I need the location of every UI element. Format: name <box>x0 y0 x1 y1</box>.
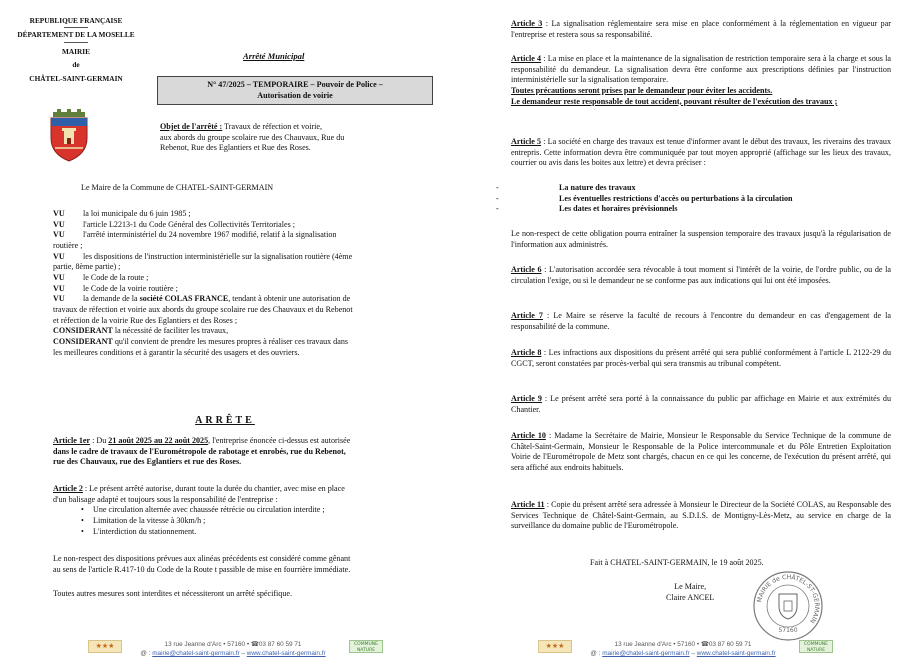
footer-separator: – <box>239 650 247 658</box>
arrete-heading <box>0 414 450 427</box>
vu-text: les dispositions de l'instruction interministérielle sur la signalisation routière (4ème <box>83 251 353 261</box>
article-9 <box>511 394 891 415</box>
letterhead-divider <box>64 42 88 43</box>
dash-mark: - <box>496 204 499 214</box>
list-item: • L'interdiction du stationnement. <box>81 526 197 536</box>
vu-key: VU <box>53 251 65 261</box>
article-10-text: : Madame la Secrétaire de Mairie, Monsieur le Responsable du Service Technique de la commune de Châtel-Saint-Germain, Monsieur le Responsable de la Police intercommunale et du Pôle Entretien Exploitation Voirie de l'Eurométropole de Metz sont chargés, chacun en ce qui les concerne, de l'exécution du présent arrêté, qui sera affiché aux endroits habituels. <box>511 431 891 473</box>
footer-label-logo: ★★★ <box>538 640 572 653</box>
article-6-text: : L'autorisation accordée sera révocable à tout moment si l'intérêt de la voirie, de l'ordre public, ou de la circulation l'exige, ou si le demandeur ne se conforme pas aux indications qui lui ont été imposées. <box>511 265 891 285</box>
objet-label: Objet de l'arrêté : <box>160 122 223 131</box>
footer-label-logo: ★★★ <box>88 640 122 653</box>
fait-a-line: Fait à CHATEL-SAINT-GERMAIN, le 19 août 2025. <box>590 558 764 567</box>
considerant-end: les meilleures conditions et à garantir la sécurité des usagers et des ouvriers. <box>53 347 300 357</box>
footer-email-link[interactable]: mairie@chatel-saint-germain.fr <box>152 650 240 658</box>
signature-name: Claire ANCEL <box>666 592 715 602</box>
commune-label: CHÂTEL-SAINT-GERMAIN <box>29 73 123 83</box>
article-4-text: : La mise en place et la maintenance de la signalisation de restriction temporaire sera à la charge et sous la responsabilité du demandeur. La signalisation devra être conforme aux prescriptions définies par l'instruction interministérielle sur la signalisation temporaire. <box>511 54 892 85</box>
de-label: de <box>72 60 80 70</box>
official-seal-icon <box>752 570 824 642</box>
bullet-text: Limitation de la vitesse à 30km/h ; <box>93 516 206 526</box>
bullet-text: L'interdiction du stationnement. <box>93 526 197 536</box>
seal-text: MAIRIE de CHÂTEL-ST-GERMAIN <box>756 573 821 625</box>
article-3-label: Article 3 <box>511 19 543 28</box>
article-7 <box>511 311 891 332</box>
article-11 <box>511 500 891 532</box>
footer-contact <box>123 640 343 659</box>
considerant-key: CONSIDERANT <box>53 337 113 347</box>
objet-line1: Travaux de réfection et voirie, <box>222 122 323 131</box>
article-5-label: Article 5 <box>511 137 542 146</box>
footer-logo-line2: NATURE <box>806 647 826 653</box>
intro-line: Le Maire de la Commune de CHATEL-SAINT-GERMAIN <box>81 183 274 192</box>
footer-address: 13 rue Jeanne d'Arc • 57160 • ☎03 87 60 59 71 <box>164 641 302 648</box>
considerant-text: la nécessité de faciliter les travaux, <box>112 326 229 336</box>
arrete-heading-text: ARRÊTE <box>195 415 255 426</box>
signature-role: Le Maire, <box>674 582 707 591</box>
footer-separator: – <box>689 650 697 658</box>
mairie-label: MAIRIE <box>62 46 90 56</box>
footer-mail-prefix: @ : <box>140 650 153 658</box>
article-2 <box>53 484 433 537</box>
dash-mark: - <box>496 183 499 192</box>
article-1 <box>53 436 433 468</box>
arrete-number-box <box>157 76 433 105</box>
article-10-label: Article 10 <box>511 431 546 440</box>
article-11-label: Article 11 <box>511 500 545 509</box>
article-1-bold2: rue des Chauvaux, rue des Eglantiers et rue des Roses. <box>53 457 242 467</box>
vu-text: le Code de la voirie routière ; <box>83 283 178 293</box>
article-3 <box>511 19 891 40</box>
article-7-text: : Le Maire se réserve la faculté de recours à l'encontre du demandeur en cas d'engagement de la responsabilité de la commune. <box>511 311 891 331</box>
vu-colas-line2: travaux de réfection et voirie aux abords du groupe scolaire rue des Chauvaux et du Rebenot <box>53 305 353 315</box>
footer-nature-logo <box>799 640 833 653</box>
vu-colas-post: , tendant à obtenir une autorisation de <box>228 294 351 304</box>
vu-text: l'arrêté interministériel du 24 novembre 1967 modifié, relatif à la signalisation <box>83 230 337 240</box>
signature-block <box>666 582 714 603</box>
non-respect-left <box>53 554 433 575</box>
list-item <box>496 183 891 194</box>
dash-text: Les dates et horaires prévisionnels <box>559 204 678 214</box>
footer-website-link[interactable]: www.chatel-saint-germain.fr <box>696 650 776 658</box>
article-8 <box>511 348 891 369</box>
article-5-non-respect: Le non-respect de cette obligation pourra entraîner la suspension temporaire des travaux jusqu'à la régularisation de l'information aux administrés. <box>511 229 891 249</box>
vu-key: VU <box>53 219 65 229</box>
vu-text: partie, 8ème partie) ; <box>53 262 121 272</box>
article-8-label: Article 8 <box>511 348 542 357</box>
dash-mark: - <box>496 193 499 203</box>
article-4-bold2: Le demandeur reste responsable de tout accident, pouvant résulter de l'exécution des travaux ; <box>511 96 838 106</box>
article-1-dates: 21 août 2025 au 22 août 2025 <box>108 436 209 445</box>
article-2-label: Article 2 <box>53 484 83 493</box>
list-item: • Limitation de la vitesse à 30km/h ; <box>81 516 206 526</box>
footer-mail-prefix: @ : <box>590 650 603 658</box>
vu-text: routière ; <box>53 241 83 251</box>
article-2-bullets <box>81 505 433 537</box>
list-item <box>496 194 891 205</box>
article-4-bold1: Toutes précautions seront prises par le demandeur pour éviter les accidents. <box>511 86 773 96</box>
vu-colas-pre: la demande de la <box>83 294 140 304</box>
article-1-bold1: dans le cadre de travaux de l'Eurométropole de rabotage et enrobés, rue du Rebenot, <box>53 446 346 456</box>
vu-text: la loi municipale du 6 juin 1985 ; <box>83 209 191 218</box>
objet-line2: aux abords du groupe scolaire rue des Chauvaux, Rue du <box>160 132 345 142</box>
article-9-text: : Le présent arrêté sera porté à la connaissance du public par affichage en Mairie et aux extrémités du Chantier. <box>511 394 891 414</box>
seal-code: 57160 <box>778 627 798 634</box>
arrete-title: Arrêté Municipal <box>243 51 305 61</box>
footer-logo-line1: COMMUNE <box>804 642 828 647</box>
departement-label: DÉPARTEMENT DE LA MOSELLE <box>17 30 135 40</box>
objet-line3: Rebenot, Rue des Eglantiers et Rue des Roses. <box>160 143 311 153</box>
article-6-label: Article 6 <box>511 265 542 274</box>
article-2-text2: d'un balisage adapté et toujours sous la responsabilité de l'entreprise : <box>53 494 278 504</box>
arrete-number-line1: N° 47/2025 – TEMPORAIRE – Pouvoir de Police – <box>207 80 383 89</box>
coat-of-arms-icon <box>47 108 91 162</box>
article-11-text: : Copie du présent arrêté sera adressée à Monsieur le Directeur de la Société COLAS, au Responsable des Services Technique de Châtel-Saint-Germain, au S.D.I.S. de Montigny-Lès-Metz, au service en charge de la surveillance du domaine public de l'Eurométropole. <box>511 500 891 531</box>
article-10 <box>511 431 891 474</box>
vu-key: VU <box>53 273 65 283</box>
vu-block <box>53 209 433 358</box>
vu-key: VU <box>53 230 65 240</box>
non-respect-line2: au sens de l'article R.417-10 du Code de la Route t passible de mise en fourrière immédiate. <box>53 564 351 574</box>
objet-block <box>160 122 430 154</box>
dash-text: La nature des travaux <box>559 183 636 192</box>
dash-text: Les éventuelles restrictions d'accès ou perturbations à la circulation <box>559 193 793 203</box>
article-5-text: : La société en charge des travaux est tenue d'informer avant le début des travaux, les riverains des travaux entrepris. Cette information devra être communiquée par tout moyen approprié (affichage sur les lieux des travaux, courrier ou avis dans les boites aux lettre) et devra préciser : <box>511 137 891 168</box>
autres-mesures: Toutes autres mesures sont interdites et nécessiteront un arrêté spécifique. <box>53 589 293 598</box>
article-5-list <box>496 183 891 215</box>
article-9-label: Article 9 <box>511 394 542 403</box>
vu-key: VU <box>53 294 65 304</box>
article-1-text: , l'entreprise énoncée ci-dessus est autorisée <box>208 436 351 445</box>
vu-key <box>23 241 53 252</box>
article-4 <box>511 54 891 107</box>
footer-logo-line1: COMMUNE <box>354 642 378 647</box>
footer-logo-line2: NATURE <box>356 647 376 653</box>
article-4-label: Article 4 <box>511 54 542 63</box>
vu-key: VU <box>53 209 65 218</box>
article-1-label: Article 1er <box>53 436 91 445</box>
arrete-number-line2: Autorisation de voirie <box>257 90 333 100</box>
footer-email-link[interactable]: mairie@chatel-saint-germain.fr <box>602 650 690 658</box>
footer-nature-logo <box>349 640 383 653</box>
considerant-text: qu'il convient de prendre les mesures propres à réaliser ces travaux dans <box>112 337 349 347</box>
footer-contact <box>573 640 793 659</box>
letterhead-divider <box>64 27 88 28</box>
considerant-key: CONSIDERANT <box>53 326 113 336</box>
footer-website-link[interactable]: www.chatel-saint-germain.fr <box>246 650 326 658</box>
article-3-text: : La signalisation réglementaire sera mise en place conformément à la réglementation en vigueur par l'entreprise et restera sous sa responsabilité. <box>511 19 892 39</box>
vu-key <box>23 262 53 273</box>
letterhead <box>10 16 142 83</box>
vu-colas-line3: et réfection de la voirie Rue des Eglantiers et des Roses ; <box>53 315 238 325</box>
article-8-text: : Les infractions aux dispositions du présent arrêté qui sera publié conformément à l'article L 2122-29 du CGCT, seront constatées par procès-verbal qui sera transmis au tribunal compétent. <box>511 348 891 368</box>
article-1-colon: : Du <box>90 436 109 445</box>
republique-label: REPUBLIQUE FRANÇAISE <box>29 16 123 25</box>
vu-text: le Code de la route ; <box>83 273 149 283</box>
non-respect-line1: Le non-respect des dispositions prévues aux alinéas précédents est considéré comme gênant <box>53 554 351 563</box>
list-item <box>496 204 891 215</box>
article-2-text1: : Le présent arrêté autorise, durant toute la durée du chantier, avec mise en place <box>82 484 345 493</box>
bullet-text: Une circulation alternée avec chaussée rétrécie ou circulation interdite ; <box>93 505 325 515</box>
vu-text: l'article L2213-1 du Code Général des Collectivités Territoriales ; <box>83 219 296 229</box>
footer-address: 13 rue Jeanne d'Arc • 57160 • ☎03 87 60 59 71 <box>614 641 752 648</box>
vu-key: VU <box>53 283 65 293</box>
article-5 <box>511 137 891 169</box>
vu-colas-company: société COLAS FRANCE <box>139 294 229 304</box>
article-6 <box>511 265 891 286</box>
article-7-label: Article 7 <box>511 311 543 320</box>
list-item: • Une circulation alternée avec chaussée rétrécie ou circulation interdite ; <box>81 505 325 515</box>
